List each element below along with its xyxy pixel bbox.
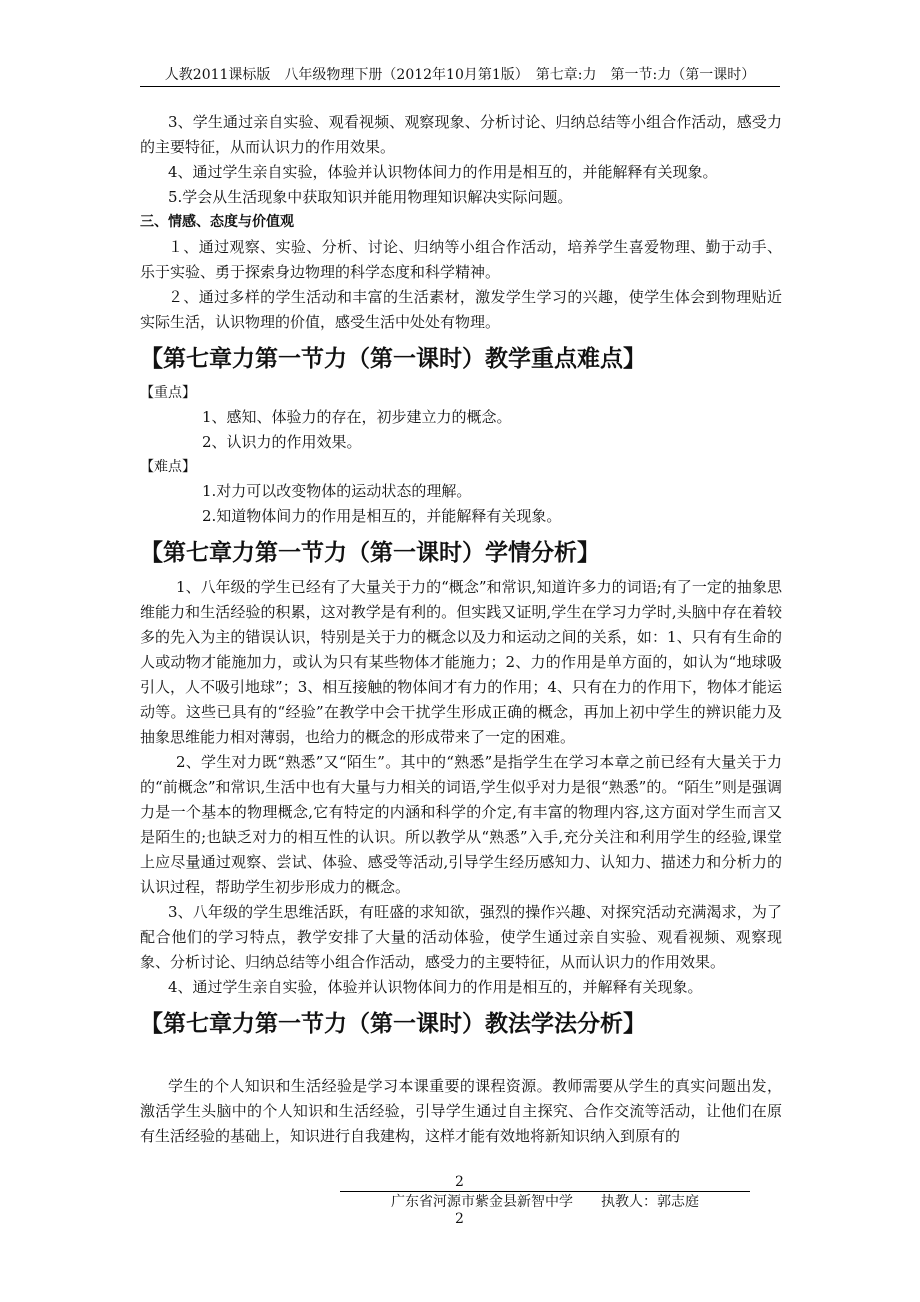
difficult-point-item: 2.知道物体间力的作用是相互的，并能解释有关现象。 (202, 507, 562, 525)
heading-teaching-methods: 【第七章力第一节力（第一课时）教法学法分析】 (140, 1011, 646, 1037)
analysis-paragraph: 2、学生对力既“熟悉”又“陌生”。其中的“熟悉”是指学生在学习本章之前已经有大量关于力的“前概念”和常识,生活中也有大量与力相关的词语,学生似乎对力是很“熟悉”的。“陌生”则是强调力是一个基本的物理概念,它有特定的内涵和科学的介定,有丰富的物理内容,这方面对学生而言又是陌生的;也缺乏对力的相互性的认识。所以教学从“熟悉”入手,充分关注和利用学生的经验,课堂上应尽量通过观察、尝试、体验、感受等活动,引导学生经历感知力、认知力、描述力和分析力的认识过程，帮助学生初步形成力的概念。 (140, 753, 782, 896)
page-number-top: 2 (455, 1174, 464, 1190)
key-point-item: 1、感知、体验力的存在，初步建立力的概念。 (202, 408, 512, 426)
page-number-bottom: 2 (455, 1211, 464, 1227)
section3-title: 三、情感、态度与价值观 (140, 214, 294, 230)
page-footer: 广东省河源市紫金县新智中学 执教人：郭志庭 (340, 1191, 750, 1211)
attitude-paragraph-2: ２、通过多样的学生活动和丰富的生活素材，激发学生学习的兴趣，使学生体会到物理贴近实际生活，认识物理的价值，感受生活中处处有物理。 (140, 288, 782, 331)
key-points-label: 【重点】 (140, 385, 196, 401)
analysis-paragraph: 3、八年级的学生思维活跃，有旺盛的求知欲，强烈的操作兴趣、对探究活动充满渴求，为了配合他们的学习特点，教学安排了大量的活动体验，使学生通过亲自实验、观看视频、观察现象、分析讨论、归纳总结等小组合作活动，感受力的主要特征，从而认识力的作用效果。 (140, 903, 782, 971)
page-header: 人教2011课标版 八年级物理下册（2012年10月第1版） 第七章:力 第一节:力（第一课时） (140, 66, 780, 87)
methods-paragraph: 学生的个人知识和生活经验是学习本课重要的课程资源。教师需要从学生的真实问题出发，激活学生头脑中的个人知识和生活经验，引导学生通过自主探究、合作交流等活动，让他们在原有生活经验的基础上，知识进行自我建构，这样才能有效地将新知识纳入到原有的 (140, 1077, 782, 1145)
objective-paragraph-5: 5.学会从生活现象中获取知识并能用物理知识解决实际问题。 (168, 188, 573, 206)
difficult-points-label: 【难点】 (140, 459, 196, 475)
objective-paragraph-4: 4、通过学生亲自实验，体验并认识物体间力的作用是相互的，并能解释有关现象。 (168, 163, 718, 181)
objective-paragraph-3: 3、学生通过亲自实验、观看视频、观察现象、分析讨论、归纳总结等小组合作活动，感受力的主要特征，从而认识力的作用效果。 (140, 113, 782, 156)
analysis-paragraph: 4、通过学生亲自实验，体验并认识物体间力的作用是相互的，并解释有关现象。 (168, 978, 703, 996)
difficult-point-item: 1.对力可以改变物体的运动状态的理解。 (202, 482, 472, 500)
heading-key-difficult-points: 【第七章力第一节力（第一课时）教学重点难点】 (140, 346, 646, 372)
heading-student-analysis: 【第七章力第一节力（第一课时）学情分析】 (140, 540, 600, 566)
key-point-item: 2、认识力的作用效果。 (202, 433, 362, 451)
attitude-paragraph-1: １、通过观察、实验、分析、讨论、归纳等小组合作活动，培养学生喜爱物理、勤于动手、乐于实验、勇于探索身边物理的科学态度和科学精神。 (140, 238, 782, 281)
spacer (140, 1046, 782, 1074)
document-body (140, 110, 782, 1149)
analysis-paragraph: 1、八年级的学生已经有了大量关于力的“概念”和常识,知道许多力的词语;有了一定的抽象思维能力和生活经验的积累，这对教学是有利的。但实践又证明,学生在学习力学时,头脑中存在着较多的先入为主的错误认识，特别是关于力的概念以及力和运动之间的关系，如：1、只有有生命的人或动物才能施加力，或认为只有某些物体才能施力；2、力的作用是单方面的，如认为“地球吸引人，人不吸引地球”；3、相互接触的物体间才有力的作用；4、只有在力的作用下，物体才能运动等。这些已具有的“经验”在教学中会干扰学生形成正确的概念，再加上初中学生的辨识能力及抽象思维能力相对薄弱，也给力的概念的形成带来了一定的困难。 (140, 578, 782, 746)
